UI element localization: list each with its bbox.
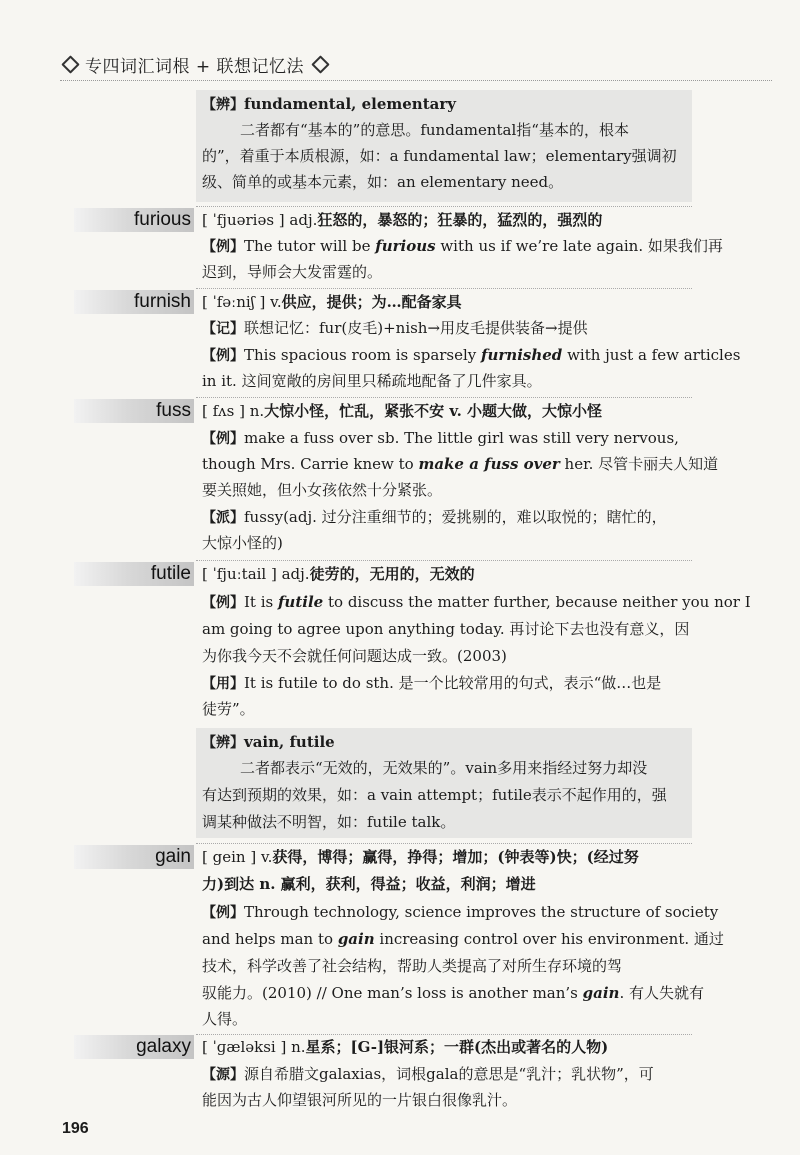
etymology-line: 【源】源自希腊文galaxias，词根gala的意思是“乳汁；乳状物”，可	[202, 1065, 654, 1083]
bian-line: 调某种做法不明智，如：futile talk。	[202, 813, 456, 831]
diamond-icon	[311, 55, 329, 73]
definition-line: [ gein ] v.获得，博得；赢得，挣得；增加；(钟表等)快；(经过努	[202, 848, 639, 866]
diamond-icon	[61, 55, 79, 73]
header-title: 专四词汇词根 + 联想记忆法	[85, 56, 305, 77]
headword-gain: gain	[74, 845, 194, 869]
usage-line: 【用】It is futile to do sth. 是一个比较常用的句式，表示“做…也是	[202, 674, 662, 692]
bian-line: 的”，着重于本质根源，如：a fundamental law；elementary强调初	[202, 147, 677, 165]
usage-line: 徒劳”。	[202, 700, 255, 718]
definition-line: [ ˈfjuːtail ] adj.徒劳的，无用的，无效的	[202, 565, 475, 583]
example-line: 要关照她，但小女孩依然十分紧张。	[202, 481, 443, 499]
example-line: 人得。	[202, 1010, 248, 1028]
example-line: and helps man to gain increasing control over his environment. 通过	[202, 930, 724, 948]
headword-furious: furious	[74, 208, 194, 232]
bian-line: 级、简单的或基本元素，如：an elementary need。	[202, 173, 564, 191]
example-line: 为你我今天不会就任何问题达成一致。(2003)	[202, 647, 507, 665]
etymology-line: 能因为古人仰望银河所见的一片银白很像乳汁。	[202, 1091, 518, 1109]
divider	[196, 843, 692, 844]
headword-galaxy: galaxy	[74, 1035, 194, 1059]
headword-futile: futile	[74, 562, 194, 586]
derivative-line: 【派】fussy(adj. 过分注重细节的；爱挑剔的，难以取悦的；瞎忙的，	[202, 508, 667, 526]
divider	[196, 560, 692, 561]
example-line: though Mrs. Carrie knew to make a fuss over her. 尽管卡丽夫人知道	[202, 455, 719, 473]
example-line: in it. 这间宽敞的房间里只稀疏地配备了几件家具。	[202, 372, 542, 390]
derivative-line: 大惊小怪的)	[202, 534, 283, 552]
example-line: 【例】Through technology, science improves the structure of society	[202, 903, 719, 921]
definition-line: [ ˈfəːniʃ ] v.供应，提供；为…配备家具	[202, 293, 462, 311]
bian-line: 二者都有“基本的”的意思。fundamental指“基本的，根本	[240, 121, 629, 139]
definition-line: [ ˈfjuəriəs ] adj.狂怒的，暴怒的；狂暴的，猛烈的，强烈的	[202, 211, 603, 229]
example-line: am going to agree upon anything today. 再讨论下去也没有意义，因	[202, 620, 690, 638]
example-line: 迟到，导师会大发雷霆的。	[202, 263, 383, 281]
example-line: 技术，科学改善了社会结构，帮助人类提高了对所生存环境的驾	[202, 957, 623, 975]
running-header	[60, 48, 772, 81]
example-line: 【例】This spacious room is sparsely furnished with just a few articles	[202, 346, 741, 364]
bian-heading: 【辨】vain, futile	[202, 733, 335, 751]
example-line: 【例】It is futile to discuss the matter further, because neither you nor I	[202, 593, 751, 611]
headword-fuss: fuss	[74, 399, 194, 423]
divider	[196, 397, 692, 398]
divider	[196, 288, 692, 289]
definition-line: [ fʌs ] n.大惊小怪，忙乱，紧张不安 v. 小题大做，大惊小怪	[202, 402, 603, 420]
page-number: 196	[62, 1120, 89, 1137]
example-line: 【例】The tutor will be furious with us if we’re late again. 如果我们再	[202, 237, 723, 255]
definition-line: 力)到达 n. 赢利，获利，得益；收益，利润；增进	[202, 875, 536, 893]
bian-line: 二者都表示“无效的，无效果的”。vain多用来指经过努力却没	[240, 759, 648, 777]
bian-heading: 【辨】fundamental, elementary	[202, 95, 456, 113]
example-line: 【例】make a fuss over sb. The little girl was still very nervous,	[202, 429, 679, 447]
definition-line: [ ˈɡæləksi ] n.星系；[G-]银河系；一群(杰出或著名的人物)	[202, 1038, 609, 1056]
headword-furnish: furnish	[74, 290, 194, 314]
example-line: 驭能力。(2010) // One man’s loss is another man’s gain. 有人失就有	[202, 984, 704, 1002]
bian-line: 有达到预期的效果，如：a vain attempt；futile表示不起作用的，强	[202, 786, 667, 804]
memory-line: 【记】联想记忆：fur(皮毛)+nish→用皮毛提供装备→提供	[202, 319, 588, 337]
divider	[196, 206, 692, 207]
